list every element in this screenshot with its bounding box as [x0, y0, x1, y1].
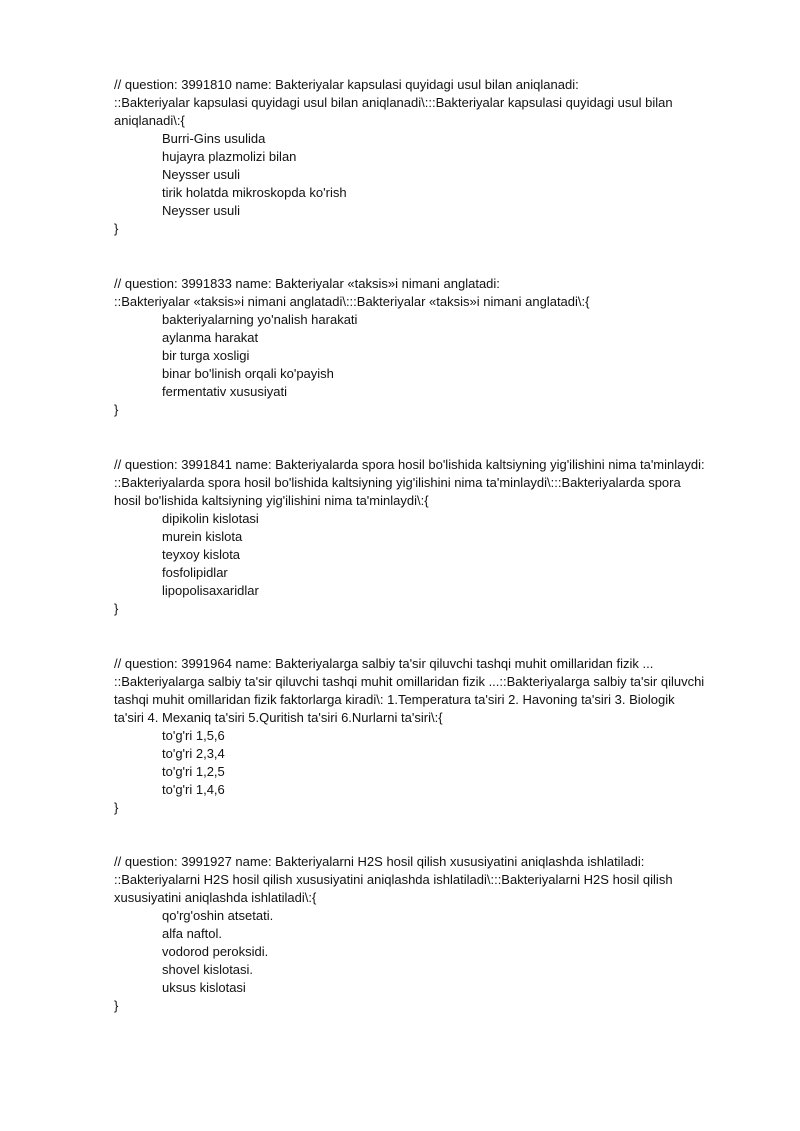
answer-option: fermentativ xususiyati	[162, 384, 287, 399]
answer-option: aylanma harakat	[162, 330, 259, 345]
question-text-line: ::Bakteriyalarni H2S hosil qilish xususiyatini aniqlashda ishlatiladi\:::Bakteriyalarni H2S hosil qilish	[114, 872, 673, 887]
answer-option: murein kislota	[162, 529, 243, 544]
question-header: // question: 3991927 name: Bakteriyalarni H2S hosil qilish xususiyatini aniqlashda ishlatiladi:	[114, 854, 645, 869]
question-header: // question: 3991964 name: Bakteriyalarga salbiy ta'sir qiluvchi tashqi muhit omillaridan fizik ...	[114, 656, 654, 671]
question-text-line: tashqi muhit omillaridan fizik faktorlarga kiradi\: 1.Temperatura ta'siri 2. Havoning ta'siri 3. Biologik	[114, 692, 675, 707]
answer-option: bir turga xosligi	[162, 348, 250, 363]
answer-option: to'g'ri 1,4,6	[162, 782, 225, 797]
question-text-line: ::Bakteriyalar «taksis»i nimani anglatadi\:::Bakteriyalar «taksis»i nimani anglatadi\:{	[114, 294, 590, 309]
question-text-line: ::Bakteriyalar kapsulasi quyidagi usul bilan aniqlanadi\:::Bakteriyalar kapsulasi quyidagi usul bilan	[114, 95, 673, 110]
closing-brace: }	[114, 402, 119, 417]
answer-option: tirik holatda mikroskopda ko'rish	[162, 185, 347, 200]
question-text-line: aniqlanadi\:{	[114, 113, 185, 128]
answer-option: alfa naftol.	[162, 926, 222, 941]
answer-option: Burri-Gins usulida	[162, 131, 266, 146]
question-text-line: xususiyatini aniqlashda ishlatiladi\:{	[114, 890, 317, 905]
question-text-line: ta'siri 4. Mexaniq ta'siri 5.Quritish ta'siri 6.Nurlarni ta'siri\:{	[114, 710, 443, 725]
closing-brace: }	[114, 998, 119, 1013]
answer-option: Neysser usuli	[162, 203, 241, 218]
answer-option: to'g'ri 1,5,6	[162, 728, 225, 743]
answer-option: bakteriyalarning yo'nalish harakati	[162, 312, 358, 327]
answer-option: to'g'ri 1,2,5	[162, 764, 225, 779]
question-header: // question: 3991841 name: Bakteriyalarda spora hosil bo'lishida kaltsiyning yig'ilishini nima ta'minlaydi:	[114, 457, 705, 472]
answer-option: teyxoy kislota	[162, 547, 241, 562]
answer-option: to'g'ri 2,3,4	[162, 746, 225, 761]
answer-option: fosfolipidlar	[162, 565, 228, 580]
closing-brace: }	[114, 221, 119, 236]
closing-brace: }	[114, 800, 119, 815]
answer-option: uksus kislotasi	[162, 980, 246, 995]
answer-option: hujayra plazmolizi bilan	[162, 149, 297, 164]
question-text-line: hosil bo'lishida kaltsiyning yig'ilishini nima ta'minlaydi\:{	[114, 493, 429, 508]
question-text-line: ::Bakteriyalarga salbiy ta'sir qiluvchi tashqi muhit omillaridan fizik ...::Bakteriyalarga salbiy ta'sir qiluvchi	[114, 674, 705, 689]
question-text-line: ::Bakteriyalarda spora hosil bo'lishida kaltsiyning yig'ilishini nima ta'minlaydi\:::Bakteriyalarda spora	[114, 475, 681, 490]
answer-option: shovel kislotasi.	[162, 962, 254, 977]
answer-option: binar bo'linish orqali ko'payish	[162, 366, 334, 381]
answer-option: vodorod peroksidi.	[162, 944, 269, 959]
answer-option: qo'rg'oshin atsetati.	[162, 908, 274, 923]
answer-option: Neysser usuli	[162, 167, 241, 182]
answer-option: lipopolisaxaridlar	[162, 583, 259, 598]
question-header: // question: 3991833 name: Bakteriyalar «taksis»i nimani anglatadi:	[114, 276, 500, 291]
closing-brace: }	[114, 601, 119, 616]
question-header: // question: 3991810 name: Bakteriyalar kapsulasi quyidagi usul bilan aniqlanadi:	[114, 77, 579, 92]
answer-option: dipikolin kislotasi	[162, 511, 259, 526]
